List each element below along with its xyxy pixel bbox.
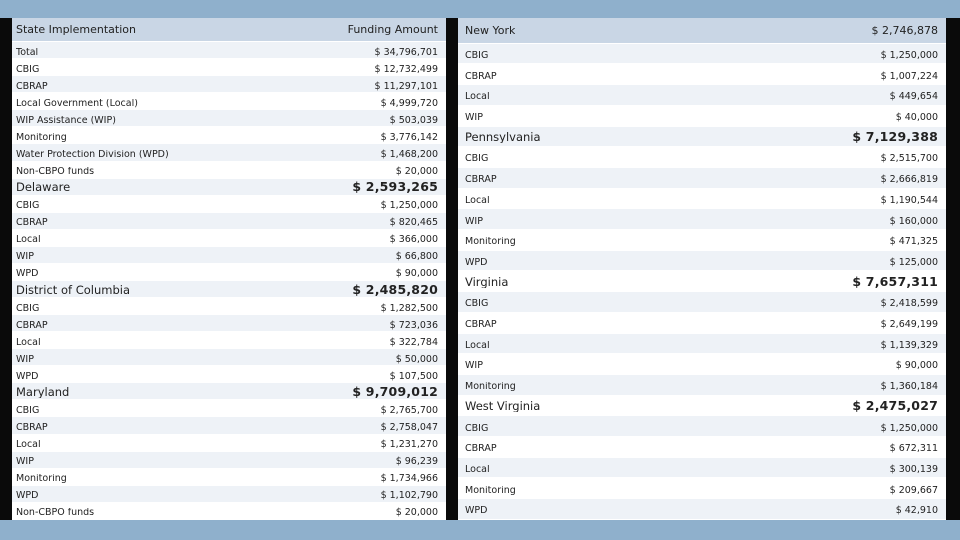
table-row xyxy=(458,64,946,85)
table-row xyxy=(458,209,946,230)
row-amount: $ 107,500 xyxy=(389,370,438,382)
table-row xyxy=(12,332,446,349)
row-label: Local xyxy=(465,195,490,206)
row-label: Monitoring xyxy=(16,474,67,484)
row-label: CBIG xyxy=(16,405,40,416)
row-label: Water Protection Division (WPD) xyxy=(16,150,169,160)
row-label: CBRAP xyxy=(465,320,497,330)
row-label: WIP xyxy=(16,457,34,467)
row-label: CBRAP xyxy=(465,444,497,454)
row-amount: $ 1,250,000 xyxy=(880,422,938,434)
row-label: CBIG xyxy=(16,64,40,75)
row-label: CBRAP xyxy=(16,423,48,433)
row-amount: $ 2,649,199 xyxy=(880,319,938,331)
row-amount: $ 66,800 xyxy=(395,251,438,263)
table-row xyxy=(12,435,446,452)
row-amount: $ 366,000 xyxy=(389,234,438,246)
row-label: CBIG xyxy=(465,423,489,434)
state-total-row xyxy=(458,127,946,148)
table-row xyxy=(12,469,446,486)
row-label: Local xyxy=(465,340,490,351)
row-label: CBRAP xyxy=(465,71,497,82)
table-row xyxy=(12,144,446,161)
row-amount: $ 4,999,720 xyxy=(380,97,438,109)
row-amount: $ 12,732,499 xyxy=(374,63,438,75)
row-amount: $ 125,000 xyxy=(889,256,938,268)
row-label: CBIG xyxy=(16,303,40,314)
table-row xyxy=(458,458,946,479)
row-label: Local xyxy=(16,235,41,245)
row-amount: $ 1,468,200 xyxy=(380,149,438,160)
row-amount: $ 1,250,000 xyxy=(880,49,938,61)
row-amount: $ 471,325 xyxy=(889,236,938,248)
table-row xyxy=(12,366,446,383)
row-amount: $ 90,000 xyxy=(395,268,438,280)
row-label: WPD xyxy=(16,491,39,501)
table-row xyxy=(458,85,946,106)
center-divider xyxy=(446,18,458,520)
table-row xyxy=(12,503,446,520)
row-label: CBIG xyxy=(16,201,40,211)
table-row xyxy=(12,76,446,93)
row-label: Local xyxy=(16,337,41,348)
row-amount: $ 1,282,500 xyxy=(380,302,438,314)
table-row xyxy=(458,354,946,375)
row-label: WPD xyxy=(16,269,39,279)
table-row xyxy=(458,334,946,355)
row-amount: $ 50,000 xyxy=(395,353,438,365)
row-amount: $ 34,796,701 xyxy=(374,46,438,58)
row-label: WIP xyxy=(465,113,483,123)
row-amount: $ 1,190,544 xyxy=(880,194,938,206)
table-row xyxy=(458,230,946,251)
row-label: CBRAP xyxy=(16,320,48,331)
row-amount: $ 2,758,047 xyxy=(380,422,438,433)
row-amount: $ 1,250,000 xyxy=(380,200,438,212)
table-row xyxy=(12,417,446,434)
right-border xyxy=(946,18,960,520)
table-row xyxy=(458,44,946,65)
left-funding-table xyxy=(12,18,446,520)
row-amount: $ 20,000 xyxy=(395,507,438,519)
row-label: Total xyxy=(16,47,39,58)
table-row xyxy=(12,298,446,315)
table-row xyxy=(12,264,446,281)
row-label: CBRAP xyxy=(465,175,497,185)
table-row xyxy=(12,110,446,127)
table-row xyxy=(458,375,946,396)
row-amount: $ 42,910 xyxy=(895,505,938,517)
row-amount: $ 1,231,270 xyxy=(380,439,438,451)
row-amount: $ 723,036 xyxy=(389,319,438,331)
row-amount: $ 322,784 xyxy=(389,336,438,348)
state-name: District of Columbia xyxy=(16,284,130,296)
row-label: Local xyxy=(16,440,41,450)
row-label: Non-CBPO funds xyxy=(16,167,95,177)
row-amount: $ 40,000 xyxy=(895,112,938,124)
row-amount: $ 3,776,142 xyxy=(380,131,438,143)
row-label: WPD xyxy=(465,506,488,516)
left-border xyxy=(0,18,12,520)
table-row xyxy=(458,416,946,437)
table-row xyxy=(12,315,446,332)
row-amount: $ 300,139 xyxy=(889,463,938,475)
table-row xyxy=(12,127,446,144)
table-row xyxy=(458,147,946,168)
row-label: Monitoring xyxy=(16,132,67,143)
table-row xyxy=(458,437,946,458)
state-name: Maryland xyxy=(16,386,70,399)
row-amount: $ 20,000 xyxy=(395,166,438,178)
table-row xyxy=(12,400,446,417)
row-amount: $ 96,239 xyxy=(395,456,438,468)
table-row xyxy=(12,196,446,213)
right-header-label: New York xyxy=(465,24,516,36)
state-total-amount: $ 7,129,388 xyxy=(852,128,938,144)
table-row xyxy=(12,93,446,110)
row-amount: $ 1,007,224 xyxy=(880,70,938,82)
table-row xyxy=(458,189,946,210)
row-label: CBIG xyxy=(465,50,489,61)
table-row xyxy=(458,168,946,189)
row-label: WPD xyxy=(465,257,488,268)
row-label: Local xyxy=(465,92,490,102)
table-row xyxy=(12,452,446,469)
left-table-header xyxy=(12,18,446,42)
state-total-row xyxy=(458,271,946,292)
row-label: Local xyxy=(465,464,490,475)
row-amount: $ 1,102,790 xyxy=(380,490,438,502)
table-row xyxy=(458,313,946,334)
table-row xyxy=(12,486,446,503)
table-row xyxy=(12,247,446,264)
table-row xyxy=(12,162,446,179)
row-label: Local Government (Local) xyxy=(16,98,138,109)
row-amount: $ 820,465 xyxy=(389,217,438,229)
state-total-row xyxy=(458,396,946,417)
state-name: Pennsylvania xyxy=(465,131,541,144)
row-amount: $ 209,667 xyxy=(889,484,938,496)
row-amount: $ 1,360,184 xyxy=(880,381,938,393)
state-total-row xyxy=(12,281,446,298)
right-header-value: $ 2,746,878 xyxy=(871,23,938,37)
state-total-row xyxy=(12,179,446,196)
row-label: CBIG xyxy=(465,154,489,164)
left-header-value: Funding Amount xyxy=(347,23,438,37)
row-amount: $ 90,000 xyxy=(895,360,938,372)
row-label: WIP xyxy=(465,361,483,371)
row-label: WIP xyxy=(16,354,34,365)
table-row xyxy=(12,213,446,230)
row-amount: $ 449,654 xyxy=(889,91,938,103)
row-amount: $ 2,666,819 xyxy=(880,174,938,186)
row-label: Non-CBPO funds xyxy=(16,508,95,518)
row-label: CBRAP xyxy=(16,218,48,228)
state-name: Delaware xyxy=(16,182,71,194)
row-label: WIP xyxy=(465,216,483,227)
state-total-amount: $ 2,485,820 xyxy=(352,281,438,297)
table-row xyxy=(12,230,446,247)
row-amount: $ 1,139,329 xyxy=(880,339,938,351)
row-amount: $ 2,515,700 xyxy=(880,153,938,165)
table-row xyxy=(12,349,446,366)
row-label: Monitoring xyxy=(465,382,516,392)
table-row xyxy=(458,499,946,520)
state-total-amount: $ 2,475,027 xyxy=(852,397,938,413)
table-row xyxy=(12,59,446,76)
row-label: Monitoring xyxy=(465,237,516,247)
left-header-label: State Implementation xyxy=(16,24,136,36)
right-funding-table xyxy=(458,18,946,520)
row-amount: $ 503,039 xyxy=(389,114,438,126)
state-name: West Virginia xyxy=(465,400,541,413)
right-table-header xyxy=(458,18,946,44)
row-label: WIP Assistance (WIP) xyxy=(16,115,116,126)
table-row xyxy=(458,251,946,272)
row-label: WIP xyxy=(16,252,34,262)
row-label: CBIG xyxy=(465,299,489,309)
row-amount: $ 2,765,700 xyxy=(380,404,438,416)
table-row xyxy=(458,106,946,127)
state-total-amount: $ 7,657,311 xyxy=(852,273,938,289)
table-row xyxy=(458,292,946,313)
row-amount: $ 1,734,966 xyxy=(380,473,438,485)
row-amount: $ 2,418,599 xyxy=(880,298,938,310)
table-row xyxy=(458,478,946,499)
row-amount: $ 11,297,101 xyxy=(374,80,438,92)
row-amount: $ 672,311 xyxy=(889,443,938,455)
state-total-amount: $ 2,593,265 xyxy=(352,179,438,195)
state-total-amount: $ 9,709,012 xyxy=(352,383,438,399)
state-name: Virginia xyxy=(465,276,509,289)
state-total-row xyxy=(12,383,446,400)
row-label: Monitoring xyxy=(465,485,516,496)
row-label: WPD xyxy=(16,371,39,382)
table-row xyxy=(12,42,446,59)
row-label: CBRAP xyxy=(16,81,48,92)
row-amount: $ 160,000 xyxy=(889,215,938,227)
